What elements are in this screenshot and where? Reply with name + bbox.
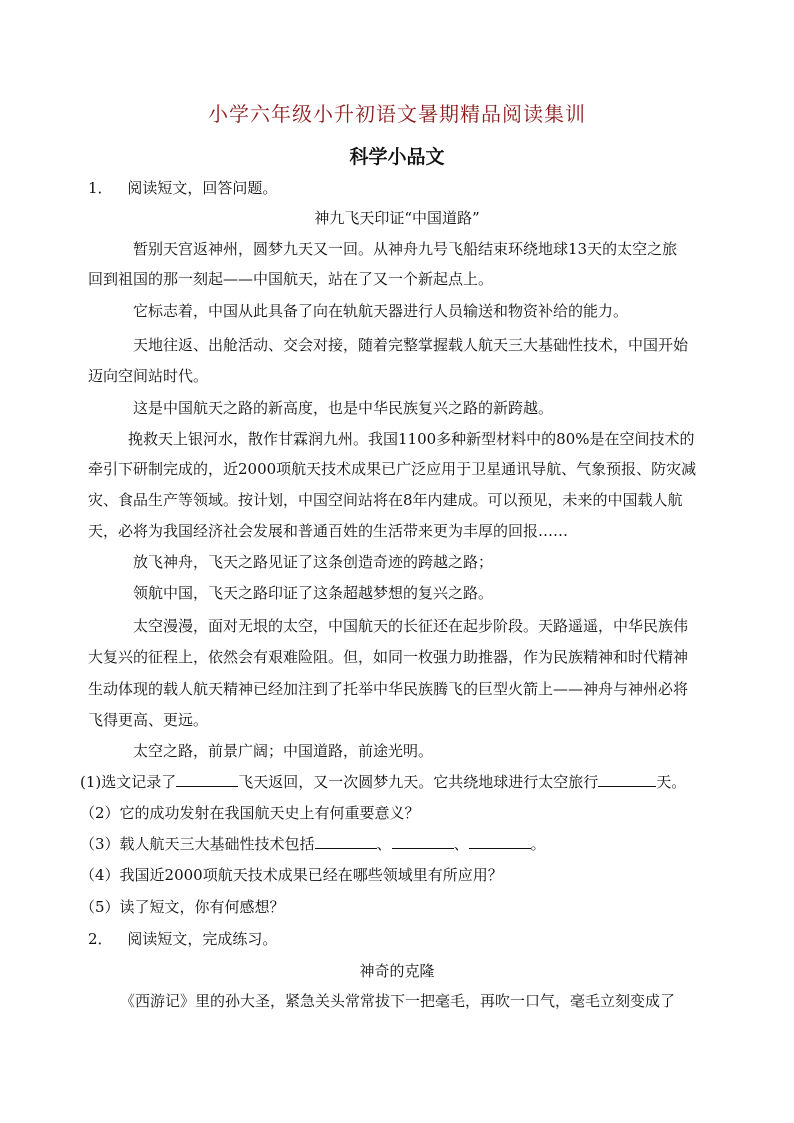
paragraph-line: 大复兴的征程上，依然会有艰难险阻。但，如同一枚强力助推器，作为民族精神和时代精神	[88, 648, 689, 666]
article-title: 神九飞天印证“中国道路”	[314, 209, 480, 227]
answer-blank[interactable]	[392, 834, 454, 849]
paragraph-line: 飞得更高、更远。	[88, 711, 209, 729]
question-prompt: 阅读短文，完成练习。	[127, 930, 278, 948]
question-number: 1．	[88, 179, 113, 197]
question-prompt: 阅读短文，回答问题。	[127, 179, 278, 197]
paragraph-line: 《西游记》里的孙大圣，紧急关头常常拔下一把毫毛，再吹一口气，毫毛立刻变成了	[120, 992, 676, 1010]
page-subtitle: 科学小品文	[349, 146, 445, 168]
paragraph-line: 天地往返、出舱活动、交会对接，随着完整掌握载人航天三大基础性技术，中国开始	[133, 336, 689, 354]
paragraph-line: 灾、食品生产等领域。按计划，中国空间站将在8年内建成。可以预见，未来的中国载人航	[88, 491, 683, 509]
article-title: 神奇的克隆	[359, 962, 435, 980]
sub-question-5: （5）读了短文，你有何感想？	[80, 898, 285, 916]
paragraph-line: 挽救天上银河水，散作甘霖润九州。我国1100多种新型材料中的80%是在空间技术的	[128, 430, 695, 448]
sub-question-3: （3）载人航天三大基础性技术包括 、 、 。	[80, 835, 546, 853]
paragraph-line: 暂别天宫返神州，圆梦九天又一回。从神舟九号飞船结束环绕地球13天的太空之旅	[133, 240, 678, 258]
sub-question-4: （4）我国近2000项航天技术成果已经在哪些领域里有所应用？	[80, 866, 503, 884]
answer-blank[interactable]	[469, 834, 531, 849]
sub-question-1: (1)选文记录了 飞天返回，又一次圆梦九天。它共绕地球进行太空旅行 天。	[80, 773, 687, 791]
paragraph-line: 放飞神舟，飞天之路见证了这条创造奇迹的跨越之路；	[133, 553, 494, 571]
paragraph-line: 太空之路，前景广阔；中国道路，前途光明。	[133, 742, 434, 760]
paragraph-line: 领航中国，飞天之路印证了这条超越梦想的复兴之路。	[133, 584, 494, 602]
paragraph-line: 牵引下研制完成的，近2000项航天技术成果已广泛应用于卫星通讯导航、气象预报、防灾减	[88, 460, 697, 478]
paragraph-line: 生动体现的载人航天精神已经加注到了托举中华民族腾飞的巨型火箭上——神舟与神州必将	[88, 680, 689, 698]
question-number: 2．	[88, 930, 113, 948]
page-title: 小学六年级小升初语文暑期精品阅读集训	[208, 102, 586, 126]
paragraph-line: 太空漫漫，面对无垠的太空，中国航天的长征还在起步阶段。天路遥遥，中华民族伟	[133, 617, 689, 635]
paragraph-line: 回到祖国的那一刻起——中国航天，站在了又一个新起点上。	[88, 270, 494, 288]
answer-blank[interactable]	[315, 834, 377, 849]
paragraph-line: 这是中国航天之路的新高度，也是中华民族复兴之路的新跨越。	[133, 399, 554, 417]
paragraph-line: 它标志着，中国从此具备了向在轨航天器进行人员输送和物资补给的能力。	[133, 302, 629, 320]
question-2-heading	[88, 928, 794, 950]
question-1-heading	[88, 177, 794, 199]
paragraph-line: 天，必将为我国经济社会发展和普通百姓的生活带来更为丰厚的回报……	[88, 522, 569, 540]
answer-blank[interactable]	[598, 772, 656, 787]
answer-blank[interactable]	[176, 772, 238, 787]
sub-question-2: （2）它的成功发射在我国航天史上有何重要意义？	[80, 804, 420, 822]
paragraph-line: 迈向空间站时代。	[88, 367, 209, 385]
